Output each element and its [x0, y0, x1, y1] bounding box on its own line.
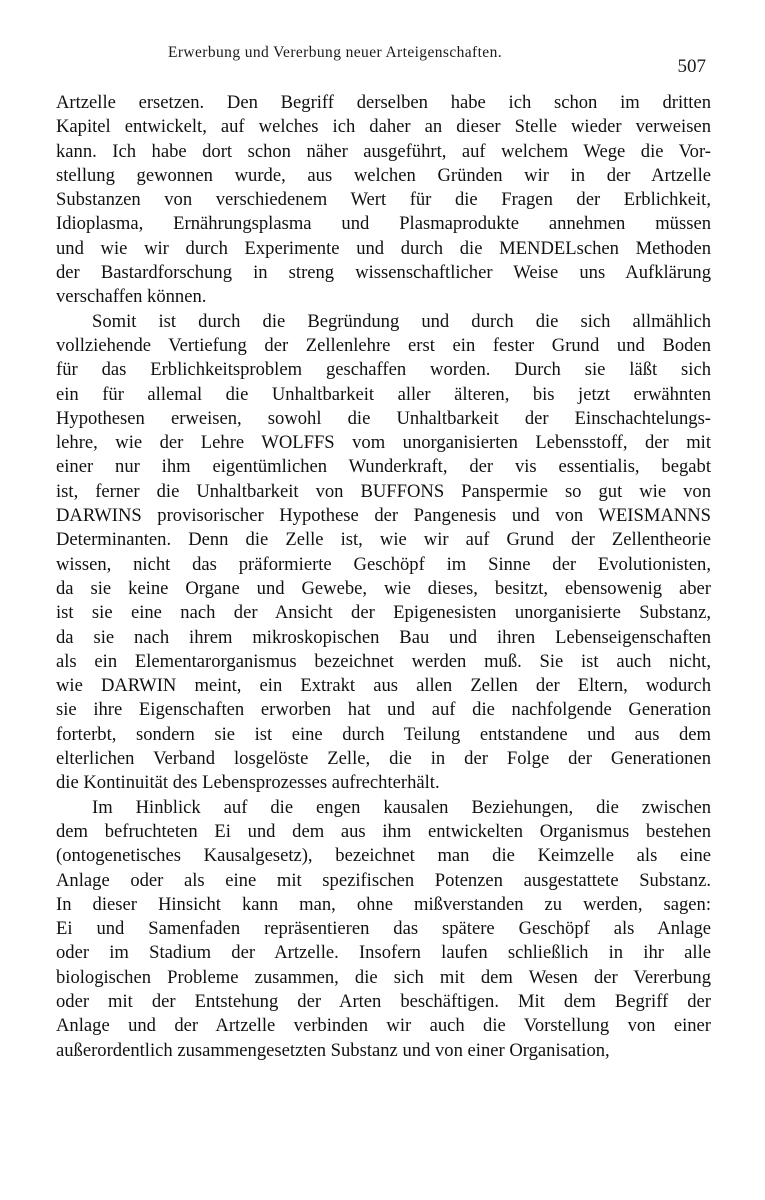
text-line: Somit ist durch die Begründung und durch die sich allmählich: [92, 310, 711, 332]
paragraph-1: [56, 91, 711, 310]
text-line: einer nur ihm eigentümlichen Wunderkraft, der vis essentialis, begabt: [56, 456, 711, 478]
text-line: biologischen Probleme zusammen, die sich mit dem Wesen der Vererbung: [56, 966, 711, 988]
text-line: stellung gewonnen wurde, aus welchen Gründen wir in der Artzelle: [56, 164, 711, 186]
text-line: die Kontinuität des Lebensprozesses aufrechterhält.: [56, 772, 440, 794]
text-line: vollziehende Vertiefung der Zellenlehre erst ein fester Grund und Boden: [56, 334, 711, 356]
text-line: verschaffen können.: [56, 286, 207, 308]
page-number: 507: [677, 56, 706, 77]
text-line: In dieser Hinsicht kann man, ohne mißverstanden zu werden, sagen:: [56, 893, 711, 915]
text-line: (ontogenetisches Kausalgesetz), bezeichnet man die Keimzelle als eine: [56, 845, 711, 867]
text-line: wie DARWIN meint, ein Extrakt aus allen Zellen der Eltern, wodurch: [56, 675, 711, 697]
text-line: wissen, nicht das präformierte Geschöpf im Sinne der Evolutionisten,: [56, 553, 711, 575]
text-line: DARWINS provisorischer Hypothese der Pangenesis und von WEISMANNS: [56, 505, 711, 527]
paragraph-2: [56, 310, 711, 796]
text-line: da sie nach ihrem mikroskopischen Bau und ihren Lebenseigenschaften: [56, 626, 711, 648]
paragraph-3: [56, 796, 711, 1063]
text-line: Im Hinblick auf die engen kausalen Beziehungen, die zwischen: [92, 796, 711, 818]
text-line: lehre, wie der Lehre WOLFFS vom unorganisierten Lebensstoff, der mit: [56, 432, 711, 454]
text-line: ist sie eine nach der Ansicht der Epigenesisten unorganisierte Substanz,: [56, 602, 711, 624]
text-line: ein für allemal die Unhaltbarkeit aller älteren, bis jetzt erwähnten: [56, 383, 711, 405]
text-line: sie ihre Eigenschaften erworben hat und auf die nachfolgende Generation: [56, 699, 711, 721]
text-line: Kapitel entwickelt, auf welches ich daher an dieser Stelle wieder verweisen: [56, 116, 711, 138]
text-line: oder mit der Entstehung der Arten beschäftigen. Mit dem Begriff der: [56, 990, 711, 1012]
text-line: als ein Elementarorganismus bezeichnet werden muß. Sie ist auch nicht,: [56, 650, 711, 672]
text-line: Idioplasma, Ernährungsplasma und Plasmaprodukte annehmen müssen: [56, 213, 711, 235]
text-line: Determinanten. Denn die Zelle ist, wie wir auf Grund der Zellentheorie: [56, 529, 711, 551]
running-head-title: Erwerbung und Vererbung neuer Arteigenschaften.: [168, 44, 502, 61]
text-line: da sie keine Organe und Gewebe, wie dieses, besitzt, ebensowenig aber: [56, 577, 711, 599]
text-line: ist, ferner die Unhaltbarkeit von BUFFONS Panspermie so gut wie von: [56, 480, 711, 502]
text-line: Anlage und der Artzelle verbinden wir auch die Vorstellung von einer: [56, 1015, 711, 1037]
text-line: Artzelle ersetzen. Den Begriff derselben habe ich schon im dritten: [56, 92, 711, 113]
body-text: [56, 91, 711, 1063]
text-line: oder im Stadium der Artzelle. Insofern laufen schließlich in ihr alle: [56, 942, 711, 964]
text-line: forterbt, sondern sie ist eine durch Teilung entstandene und aus dem: [56, 723, 711, 745]
text-line: für das Erblichkeitsproblem geschaffen worden. Durch sie läßt sich: [56, 359, 711, 381]
text-line: kann. Ich habe dort schon näher ausgeführt, auf welchem Wege die Vor-: [56, 140, 711, 162]
text-line: dem befruchteten Ei und dem aus ihm entwickelten Organismus bestehen: [56, 820, 711, 842]
running-head: [56, 44, 706, 77]
text-line: Substanzen von verschiedenem Wert für die Fragen der Erblichkeit,: [56, 189, 711, 211]
text-line: der Bastardforschung in streng wissenschaftlicher Weise uns Aufklärung: [56, 262, 711, 284]
text-line: außerordentlich zusammengesetzten Substanz und von einer Organisation,: [56, 1039, 610, 1061]
text-line: Hypothesen erweisen, sowohl die Unhaltbarkeit der Einschachtelungs-: [56, 407, 711, 429]
text-line: elterlichen Verband losgelöste Zelle, die in der Folge der Generationen: [56, 748, 711, 770]
text-line: und wie wir durch Experimente und durch die MENDELschen Methoden: [56, 237, 711, 259]
text-line: Ei und Samenfaden repräsentieren das spätere Geschöpf als Anlage: [56, 918, 711, 940]
text-line: Anlage oder als eine mit spezifischen Potenzen ausgestattete Substanz.: [56, 869, 711, 891]
